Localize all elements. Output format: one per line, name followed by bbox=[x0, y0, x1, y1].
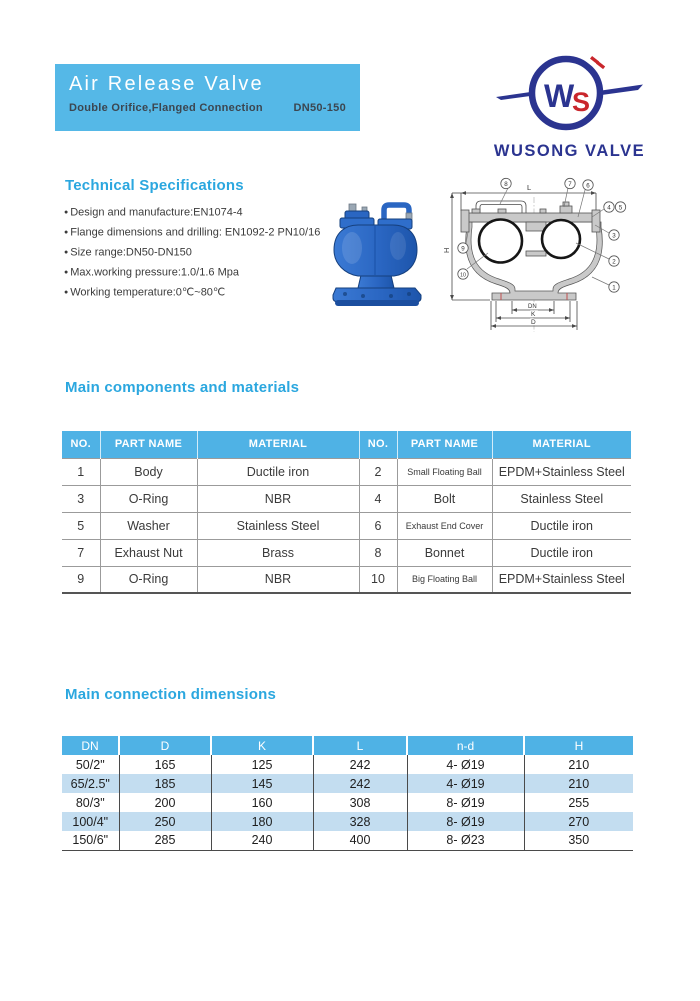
cell-no: 5 bbox=[62, 512, 100, 539]
callout-10: 10 bbox=[460, 272, 466, 279]
bolt-hole bbox=[343, 292, 347, 296]
col-header: NO. bbox=[359, 431, 397, 458]
dim-label-H: H bbox=[442, 247, 451, 253]
col-header: DN bbox=[62, 736, 119, 755]
cell-d: 285 bbox=[119, 831, 211, 850]
cell-no: 6 bbox=[359, 512, 397, 539]
cell-material: Brass bbox=[197, 539, 359, 566]
cell-nd: 8- Ø19 bbox=[407, 812, 524, 831]
bolt-hole bbox=[389, 294, 393, 298]
cell-l: 400 bbox=[313, 831, 407, 850]
dimensions-row bbox=[62, 812, 633, 831]
logo-letter-s: S bbox=[572, 87, 591, 117]
product-photo bbox=[318, 198, 433, 310]
cell-part: Big Floating Ball bbox=[397, 566, 492, 593]
bolt-hole bbox=[361, 294, 365, 298]
cell-material: NBR bbox=[197, 566, 359, 593]
logo-left-wing bbox=[496, 92, 534, 101]
cell-dn: 150/6" bbox=[62, 831, 119, 850]
size-range-label: DN50-150 bbox=[293, 102, 346, 114]
cell-no: 8 bbox=[359, 539, 397, 566]
callout-9: 9 bbox=[461, 245, 465, 253]
cell-part: Bolt bbox=[397, 485, 492, 512]
cell-l: 242 bbox=[313, 755, 407, 774]
cell-no: 10 bbox=[359, 566, 397, 593]
callout-4: 4 bbox=[607, 204, 611, 212]
cell-k: 240 bbox=[211, 831, 313, 850]
cell-no: 7 bbox=[62, 539, 100, 566]
components-header-row bbox=[62, 431, 631, 458]
brand-logo bbox=[492, 50, 647, 161]
cell-d: 165 bbox=[119, 755, 211, 774]
cell-material: NBR bbox=[197, 485, 359, 512]
col-header: PART NAME bbox=[397, 431, 492, 458]
title-banner bbox=[55, 64, 360, 131]
col-header: PART NAME bbox=[100, 431, 197, 458]
cell-dn: 80/3" bbox=[62, 793, 119, 812]
cell-material: EPDM+Stainless Steel bbox=[492, 566, 631, 593]
cell-material: Ductile iron bbox=[492, 539, 631, 566]
dimensions-row bbox=[62, 755, 633, 774]
page-title: Air Release Valve bbox=[69, 73, 264, 95]
bonnet-plate bbox=[467, 213, 594, 222]
spec-item: ● Flange dimensions and drilling: EN1092-2 PN10/16 bbox=[64, 223, 320, 243]
callout-6: 6 bbox=[586, 182, 590, 190]
components-row bbox=[62, 539, 631, 566]
col-header: MATERIAL bbox=[197, 431, 359, 458]
dimensions-row bbox=[62, 793, 633, 812]
components-row bbox=[62, 512, 631, 539]
cell-k: 125 bbox=[211, 755, 313, 774]
col-header: n-d bbox=[407, 736, 524, 755]
col-header: H bbox=[524, 736, 633, 755]
spec-item: ● Design and manufacture:EN1074-4 bbox=[64, 203, 320, 223]
cell-h: 210 bbox=[524, 774, 633, 793]
exhaust-fitting bbox=[560, 206, 572, 213]
cell-k: 180 bbox=[211, 812, 313, 831]
bolt-hole bbox=[407, 292, 411, 296]
highlight bbox=[342, 232, 362, 264]
cell-nd: 4- Ø19 bbox=[407, 755, 524, 774]
callout-5: 5 bbox=[618, 204, 623, 212]
cell-l: 328 bbox=[313, 812, 407, 831]
cell-no: 3 bbox=[62, 485, 100, 512]
cell-dn: 100/4" bbox=[62, 812, 119, 831]
cell-nd: 8- Ø19 bbox=[407, 793, 524, 812]
exhaust-fitting-top bbox=[563, 202, 569, 206]
col-header: K bbox=[211, 736, 313, 755]
logo-right-wing bbox=[598, 85, 643, 96]
dimensions-row bbox=[62, 774, 633, 793]
callout-7: 7 bbox=[568, 180, 572, 188]
small-floating-ball bbox=[542, 220, 580, 258]
cell-k: 145 bbox=[211, 774, 313, 793]
col-header: MATERIAL bbox=[492, 431, 631, 458]
cell-material: Ductile iron bbox=[492, 512, 631, 539]
callout-8: 8 bbox=[504, 180, 508, 188]
page-subtitle: Double Orifice,Flanged Connection bbox=[69, 102, 263, 114]
cell-part: Body bbox=[100, 458, 197, 485]
brand-name: WUSONG VALVE bbox=[493, 142, 646, 160]
col-header: NO. bbox=[62, 431, 100, 458]
cell-l: 308 bbox=[313, 793, 407, 812]
dim-label-DN: DN bbox=[528, 304, 537, 310]
spec-item: ● Size range:DN50-DN150 bbox=[64, 243, 320, 263]
valve-flange-edge bbox=[335, 300, 419, 306]
cell-part: Exhaust Nut bbox=[100, 539, 197, 566]
big-floating-ball bbox=[479, 220, 522, 263]
bolt-nub bbox=[540, 209, 546, 213]
technical-drawing bbox=[442, 177, 628, 337]
cell-dn: 65/2.5" bbox=[62, 774, 119, 793]
cell-no: 9 bbox=[62, 566, 100, 593]
callout-3: 3 bbox=[612, 232, 616, 240]
valve-handle bbox=[384, 205, 409, 220]
cell-part: O-Ring bbox=[100, 566, 197, 593]
bolt-nub bbox=[498, 209, 506, 213]
page-subtitle-row bbox=[55, 96, 360, 114]
cell-material: Stainless Steel bbox=[197, 512, 359, 539]
logo-mark-icon bbox=[492, 50, 647, 136]
dim-label-D: D bbox=[531, 319, 536, 326]
components-row bbox=[62, 485, 631, 512]
cell-nd: 8- Ø23 bbox=[407, 831, 524, 850]
cell-nd: 4- Ø19 bbox=[407, 774, 524, 793]
cell-l: 242 bbox=[313, 774, 407, 793]
components-row bbox=[62, 566, 631, 593]
cell-d: 185 bbox=[119, 774, 211, 793]
cell-part: Washer bbox=[100, 512, 197, 539]
highlight bbox=[390, 232, 406, 260]
logo-letter-w: W bbox=[544, 78, 575, 114]
callout-2: 2 bbox=[612, 258, 616, 266]
col-header: L bbox=[313, 736, 407, 755]
callout-1: 1 bbox=[612, 284, 616, 292]
dimensions-table bbox=[62, 736, 633, 851]
cell-d: 200 bbox=[119, 793, 211, 812]
cell-k: 160 bbox=[211, 793, 313, 812]
components-title: Main components and materials bbox=[65, 379, 300, 396]
cell-part: O-Ring bbox=[100, 485, 197, 512]
dim-label-L: L bbox=[527, 183, 532, 192]
cell-material: EPDM+Stainless Steel bbox=[492, 458, 631, 485]
cell-material: Ductile iron bbox=[197, 458, 359, 485]
spec-item: ● Working temperature:0℃~80℃ bbox=[64, 283, 320, 303]
bolt-nub bbox=[472, 209, 480, 213]
cell-material: Stainless Steel bbox=[492, 485, 631, 512]
cell-h: 255 bbox=[524, 793, 633, 812]
dim-label-K: K bbox=[531, 311, 536, 318]
col-header: D bbox=[119, 736, 211, 755]
side-cap-left bbox=[461, 210, 469, 232]
components-row bbox=[62, 458, 631, 485]
spec-item: ● Max.working pressure:1.0/1.6 Mpa bbox=[64, 263, 320, 283]
cell-h: 350 bbox=[524, 831, 633, 850]
cell-no: 2 bbox=[359, 458, 397, 485]
tech-specs-title: Technical Specifications bbox=[65, 177, 244, 194]
components-table bbox=[62, 431, 631, 594]
cell-part: Small Floating Ball bbox=[397, 458, 492, 485]
cell-no: 4 bbox=[359, 485, 397, 512]
cell-part: Exhaust End Cover bbox=[397, 512, 492, 539]
cell-h: 270 bbox=[524, 812, 633, 831]
cell-part: Bonnet bbox=[397, 539, 492, 566]
cell-no: 1 bbox=[62, 458, 100, 485]
dimensions-title: Main connection dimensions bbox=[65, 686, 277, 703]
dimensions-row bbox=[62, 831, 633, 850]
side-cap-right bbox=[592, 210, 600, 232]
center-shelf bbox=[526, 251, 546, 256]
tech-specs-list bbox=[64, 203, 320, 303]
dimensions-header-row bbox=[62, 736, 633, 755]
cell-d: 250 bbox=[119, 812, 211, 831]
cell-dn: 50/2" bbox=[62, 755, 119, 774]
cell-h: 210 bbox=[524, 755, 633, 774]
